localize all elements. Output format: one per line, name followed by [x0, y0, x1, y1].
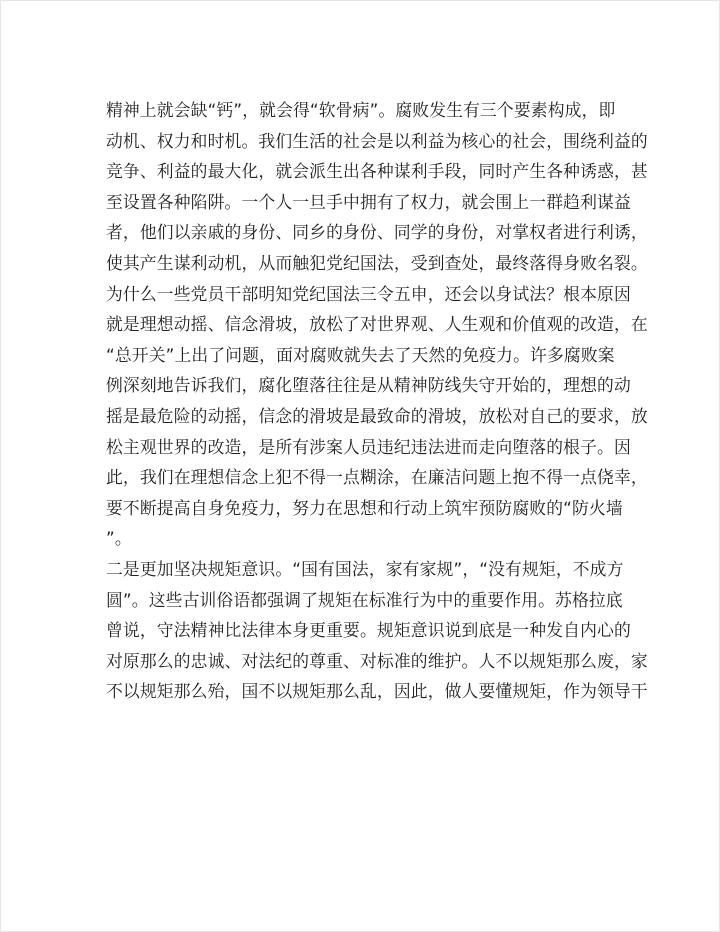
text-line: 至设置各种陷阱。一个人一旦手中拥有了权力，就会围上一群趋利谋益 [106, 191, 631, 212]
text-line: 摇是最危险的动摇，信念的滑坡是最致命的滑坡，放松对自己的要求，放 [106, 405, 648, 426]
text-line: 曾说，守法精神比法律本身更重要。规矩意识说到底是一种发自内心的 [106, 620, 631, 641]
text-line: 圆”。这些古训俗语都强调了规矩在标准行为中的重要作用。苏格拉底 [106, 589, 623, 610]
text-line: 例深刻地告诉我们，腐化堕落往往是从精神防线失守开始的，理想的动 [106, 375, 631, 396]
text-line: 精神上就会缺“钙”，就会得“软骨病”。腐败发生有三个要素构成，即 [106, 100, 616, 120]
text-line: 就是理想动摇、信念滑坡，放松了对世界观、人生观和价值观的改造，在 [106, 314, 648, 335]
text-line: 对原那么的忠诚、对法纪的尊重、对标准的维护。人不以规矩那么废，家 [106, 650, 648, 671]
text-line: 者，他们以亲戚的身份、同乡的身份、同学的身份，对掌权者进行利诱， [106, 222, 648, 243]
text-line: 松主观世界的改造，是所有涉案人员违纪违法进而走向堕落的根子。因 [106, 436, 631, 457]
text-line: “总开关”上出了问题，面对腐败就失去了天然的免疫力。许多腐败案 [106, 344, 615, 365]
text-line: 不以规矩那么殆，国不以规矩那么乱，因此，做人要懂规矩，作为领导干 [106, 681, 648, 702]
text-line: 竞争、利益的最大化，就会派生出各种谋利手段，同时产生各种诱惑，甚 [106, 161, 648, 182]
text-line: 动机、权力和时机。我们生活的社会是以利益为核心的社会，围绕利益的 [106, 130, 648, 151]
text-line: ”。 [106, 528, 132, 549]
section-heading-line: 二是更加坚决规矩意识。“国有国法，家有家规”，“没有规矩，不成方 [106, 558, 624, 579]
text-line: 要不断提高自身免疫力，努力在思想和行动上筑牢预防腐败的“防火墙 [106, 497, 623, 518]
text-line: 使其产生谋利动机，从而触犯党纪国法，受到查处，最终落得身败名裂。 [106, 252, 648, 273]
text-line: 为什么一些党员干部明知党纪国法三令五申，还会以身试法？根本原因 [106, 283, 631, 304]
text-line: 此，我们在理想信念上犯不得一点糊涂，在廉洁问题上抱不得一点侥幸， [106, 467, 648, 488]
document-body [106, 95, 648, 707]
